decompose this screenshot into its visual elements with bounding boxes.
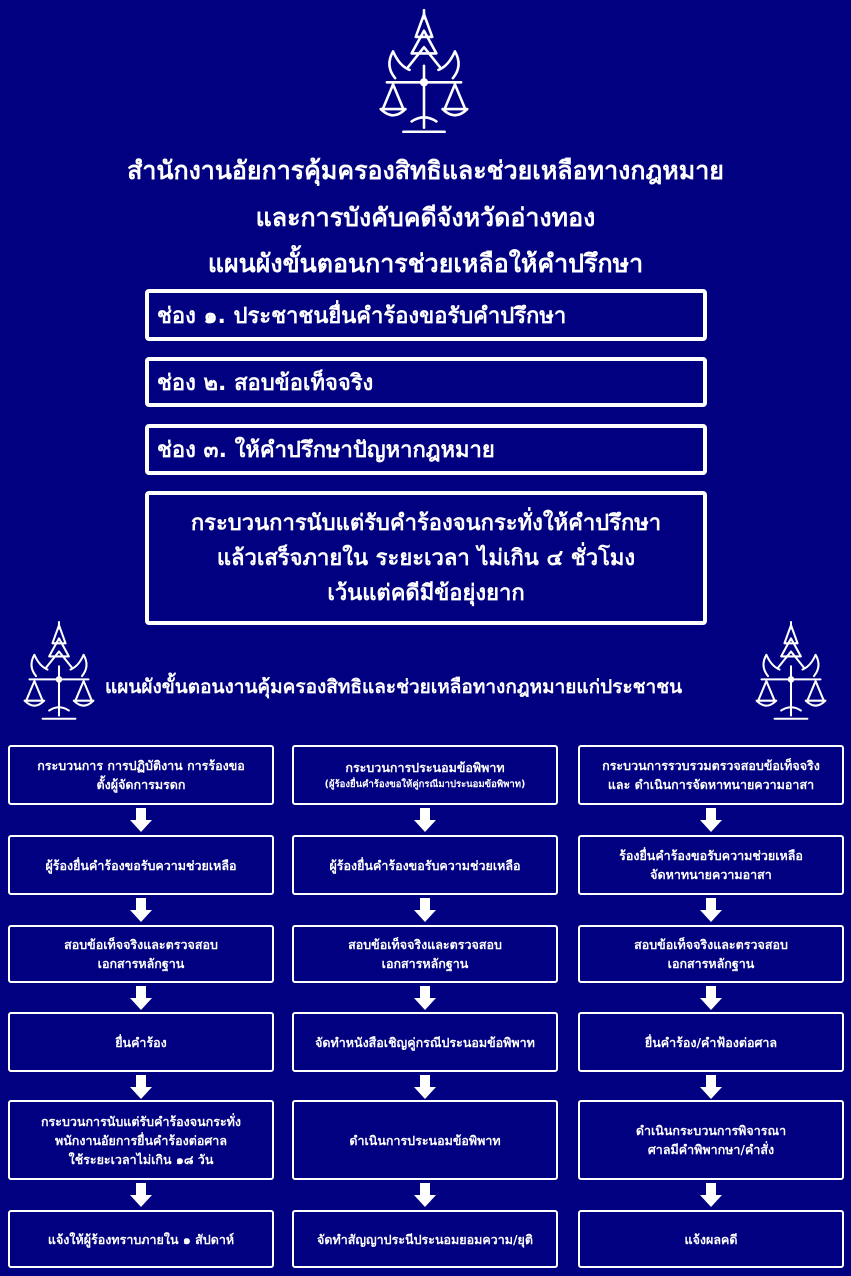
- left-emblem-icon: [18, 615, 100, 729]
- down-arrow-icon: [130, 986, 152, 1010]
- step-text: จัดทำสัญญาประนีประนอมยอมความ/ยุติ: [317, 1231, 533, 1247]
- step-text: แจ้งผลคดี: [684, 1231, 738, 1247]
- step-text: สอบข้อเท็จจริงและตรวจสอบ: [348, 937, 502, 952]
- down-arrow-icon: [700, 986, 722, 1010]
- step-text: เอกสารหลักฐาน: [381, 956, 469, 971]
- step-text: สอบข้อเท็จจริงและตรวจสอบ: [634, 937, 788, 952]
- step-text: สอบข้อเท็จจริงและตรวจสอบ: [64, 937, 218, 952]
- office-title-line-2: และการบังคับคดีจังหวัดอ่างทอง: [255, 203, 596, 232]
- step-text: กระบวนการรวบรวมตรวจสอบข้อเท็จจริง: [602, 758, 820, 773]
- processing-time-summary-box: [145, 491, 707, 625]
- flow-step: [578, 1210, 844, 1268]
- step-text: ดำเนินกระบวนการพิจารณา: [635, 1123, 787, 1138]
- step-text: ยื่นคำร้อง: [115, 1034, 167, 1050]
- down-arrow-icon: [414, 1183, 436, 1207]
- flow-step: [8, 1210, 274, 1268]
- channel-3-box: [145, 424, 707, 475]
- down-arrow-icon: [700, 1183, 722, 1207]
- channel-1-box: [145, 289, 707, 341]
- down-arrow-icon: [414, 1075, 436, 1099]
- step-text: กระบวนการประนอมข้อพิพาท: [345, 760, 505, 775]
- step-text: ยื่นคำร้อง/คำฟ้องต่อศาล: [644, 1034, 778, 1050]
- flow-step: [292, 835, 558, 895]
- down-arrow-icon: [130, 898, 152, 922]
- step-text: ใช้ระยะเวลาไม่เกิน ๑๘ วัน: [68, 1151, 214, 1167]
- step-text: ศาลมีคำพิพากษา/คำสั่ง: [647, 1142, 775, 1157]
- step-text: และ ดำเนินการจัดหาทนายความอาสา: [607, 777, 815, 792]
- flow-step: [8, 745, 274, 805]
- down-arrow-icon: [700, 808, 722, 832]
- step-text: เอกสารหลักฐาน: [667, 956, 755, 971]
- top-emblem-icon: [372, 6, 476, 140]
- step-text: พนักงานอัยการยื่นคำร้องต่อศาล: [55, 1132, 227, 1148]
- column-volunteer-lawyer: [578, 745, 844, 1270]
- channel-3-label: ช่อง ๓. ให้คำปรึกษาปัญหากฎหมาย: [157, 438, 495, 463]
- flowchart-title: แผนผังขั้นตอนการช่วยเหลือให้คำปรึกษา: [207, 249, 644, 278]
- down-arrow-icon: [700, 1075, 722, 1099]
- column-dispute-mediation: [292, 745, 558, 1270]
- flow-step: [292, 1012, 558, 1072]
- step-text: ตั้งผู้จัดการมรดก: [96, 777, 186, 792]
- step-text: แจ้งให้ผู้ร้องทราบภายใน ๑ สัปดาห์: [47, 1231, 235, 1247]
- flow-step: [292, 925, 558, 983]
- flow-step: [578, 745, 844, 805]
- section-subtitle: แผนผังขั้นตอนงานคุ้มครองสิทธิและช่วยเหลือทางกฎหมายแก่ประชาชน: [105, 676, 683, 698]
- step-note: (ผู้ร้องยื่นคำร้องขอให้คู่กรณีมาประนอมข้อพิพาท): [324, 779, 526, 790]
- flow-step: [8, 1100, 274, 1180]
- down-arrow-icon: [414, 986, 436, 1010]
- right-emblem-icon: [750, 615, 832, 729]
- channel-1-label: ช่อง ๑. ประชาชนยื่นคำร้องขอรับคำปรึกษา: [157, 303, 567, 329]
- down-arrow-icon: [130, 808, 152, 832]
- flow-step: [8, 835, 274, 895]
- flow-step: [292, 745, 558, 805]
- step-text: เอกสารหลักฐาน: [97, 956, 185, 971]
- step-text: ร้องยื่นคำร้องขอรับความช่วยเหลือ: [619, 848, 803, 863]
- column-estate-administrator: [8, 745, 274, 1270]
- step-text: จัดทำหนังสือเชิญคู่กรณีประนอมข้อพิพาท: [315, 1034, 535, 1050]
- flow-step: [292, 1100, 558, 1180]
- step-text: กระบวนการนับแต่รับคำร้องจนกระทั่ง: [40, 1113, 241, 1129]
- flow-step: [578, 1012, 844, 1072]
- summary-line: เว้นแต่คดีมีข้อยุ่งยาก: [327, 580, 525, 606]
- channel-2-label: ช่อง ๒. สอบข้อเท็จจริง: [157, 370, 374, 396]
- office-title: สำนักงานอัยการคุ้มครองสิทธิและช่วยเหลือทางกฎหมาย: [127, 156, 724, 185]
- summary-line: แล้วเสร็จภายใน ระยะเวลา ไม่เกิน ๔ ชั่วโมง: [216, 545, 636, 571]
- channel-2-box: [145, 357, 707, 407]
- flow-step: [578, 925, 844, 983]
- flow-step: [8, 1012, 274, 1072]
- down-arrow-icon: [414, 808, 436, 832]
- down-arrow-icon: [700, 898, 722, 922]
- down-arrow-icon: [130, 1183, 152, 1207]
- step-text: จัดหาทนายความอาสา: [650, 867, 772, 882]
- step-text: กระบวนการ การปฏิบัติงาน การร้องขอ: [37, 758, 245, 773]
- flow-step: [578, 1100, 844, 1180]
- down-arrow-icon: [130, 1075, 152, 1099]
- summary-line: กระบวนการนับแต่รับคำร้องจนกระทั่งให้คำปรึกษา: [190, 510, 662, 536]
- flow-step: [8, 925, 274, 983]
- flow-step: [292, 1210, 558, 1268]
- step-text: ผู้ร้องยื่นคำร้องขอรับความช่วยเหลือ: [329, 857, 521, 873]
- step-text: ผู้ร้องยื่นคำร้องขอรับความช่วยเหลือ: [45, 857, 237, 873]
- step-text: ดำเนินการประนอมข้อพิพาท: [349, 1132, 501, 1148]
- flow-step: [578, 835, 844, 895]
- down-arrow-icon: [414, 898, 436, 922]
